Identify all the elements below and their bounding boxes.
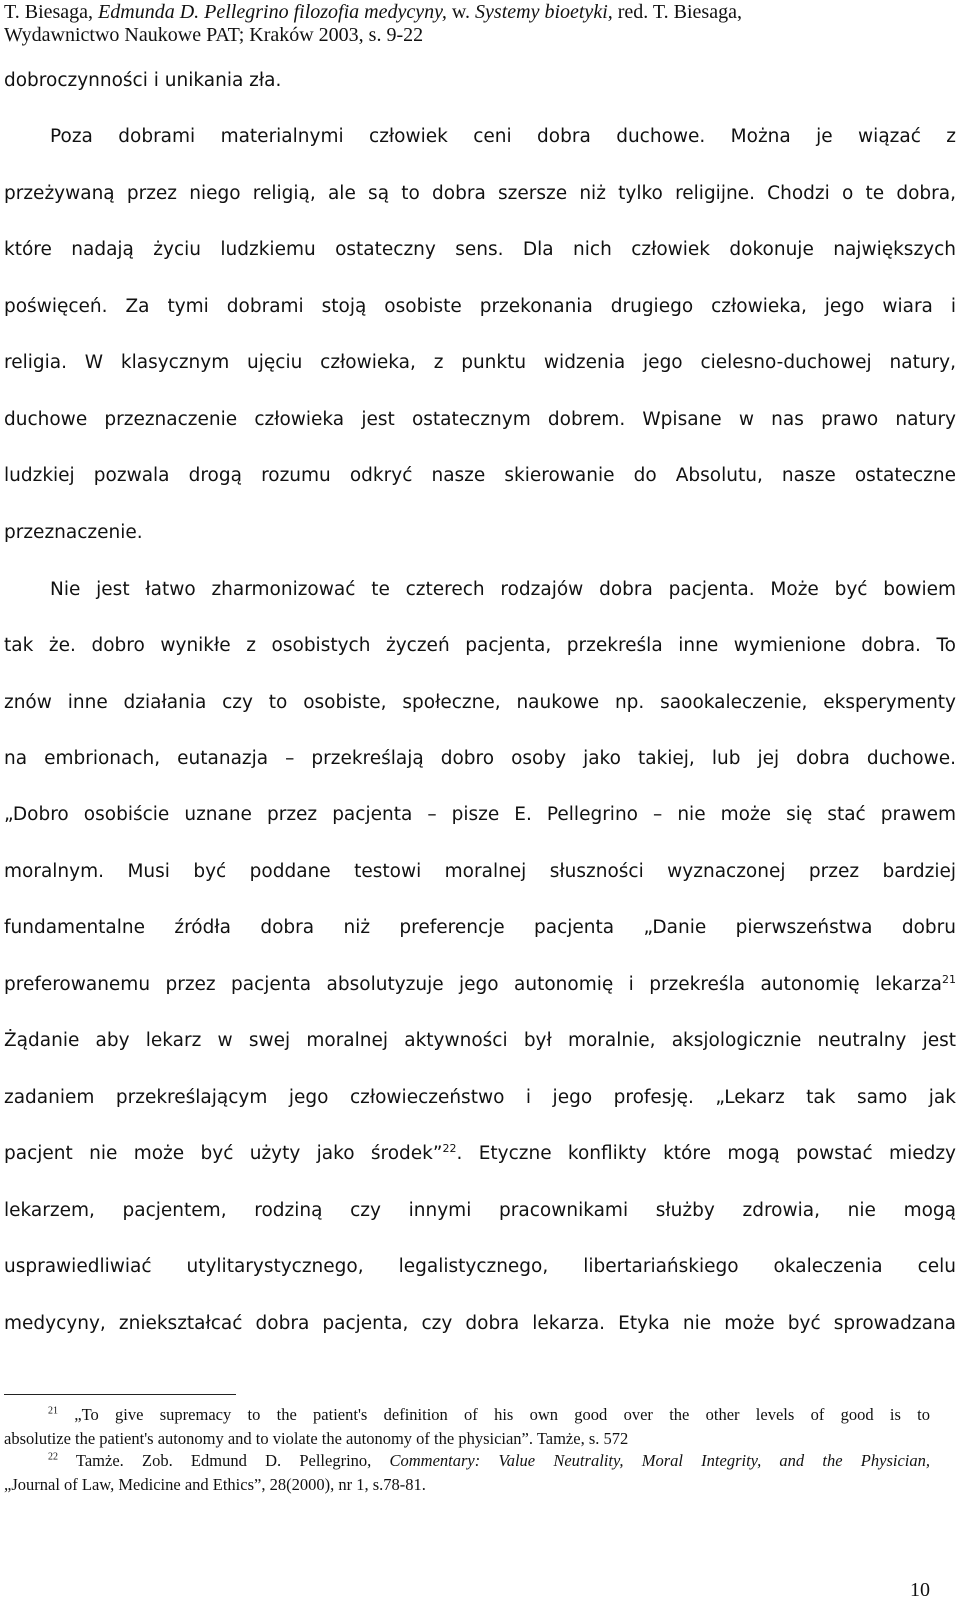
footnote-number-22: 22 (48, 1451, 58, 1463)
citation-header-line-2: Wydawnictwo Naukowe PAT; Kraków 2003, s. 9-22 (4, 24, 424, 46)
text-line: Nie jest łatwo zharmonizować te czterech rodzajów dobra pacjenta. Może być bowiem (50, 579, 956, 600)
text-line: zadaniem przekreślającym jego człowieczeństwo i jego profesję. „Lekarz tak samo jak (4, 1087, 956, 1108)
text-span: . Etyczne konflikty które mogą powstać miedzy (456, 1143, 956, 1164)
text-line: tak że. dobro wynikłe z osobistych życzeń pacjenta, przekreśla inne wymienione dobra. To (4, 635, 956, 656)
citation-in: w. (446, 1, 476, 23)
text-span: pacjent nie może być użyty jako środek” (4, 1143, 443, 1164)
footnote-number-21: 21 (48, 1405, 58, 1417)
text-line: Żądanie aby lekarz w swej moralnej aktywności był moralnie, aksjologicznie neutralny jest (4, 1030, 956, 1051)
citation-title: Edmunda D. Pellegrino filozofia medycyny, (98, 1, 447, 23)
text-line: które nadają życiu ludzkiemu ostateczny sens. Dla nich człowiek dokonuje największych (4, 239, 956, 260)
citation-book: Systemy bioetyki, (475, 1, 613, 23)
footnote-text: „To give supremacy to the patient's definition of his own good over the other levels of good is to (58, 1405, 930, 1424)
footnote-italic-title: Commentary: Value Neutrality, Moral Integrity, and the Physician, (389, 1451, 930, 1470)
text-line: Poza dobrami materialnymi człowiek ceni dobra duchowe. Można je wiązać z (50, 126, 956, 147)
footnote-21-line-2: absolutize the patient's autonomy and to violate the autonomy of the physician”. Tamże, s. 572 (4, 1429, 629, 1448)
text-line: religia. W klasycznym ujęciu człowieka, z punktu widzenia jego cielesno-duchowej natury, (4, 352, 956, 373)
citation-author: T. Biesaga, (4, 1, 99, 23)
text-line: przeznaczenie. (4, 522, 143, 543)
page-number: 10 (910, 1579, 930, 1601)
text-line: usprawiedliwiać utylitarystycznego, legalistycznego, libertariańskiego okaleczenia celu (4, 1256, 956, 1277)
text-line: medycyny, zniekształcać dobra pacjenta, czy dobra lekarza. Etyka nie może być sprowadzana (4, 1313, 956, 1334)
footnote-ref-22: 22 (442, 1141, 457, 1155)
footnote-text: Tamże. Zob. Edmund D. Pellegrino, (58, 1451, 390, 1470)
text-line (4, 972, 956, 998)
footnote-ref-21: 21 (942, 972, 956, 986)
text-line: duchowe przeznaczenie człowieka jest ostatecznym dobrem. Wpisane w nas prawo natury (4, 409, 956, 430)
text-line: lekarzem, pacjentem, rodziną czy innymi pracownikami służby zdrowia, nie mogą (4, 1200, 956, 1221)
text-span: preferowanemu przez pacjenta absolutyzuje jego autonomię i przekreśla autonomię lekarza (4, 974, 942, 995)
text-line: moralnym. Musi być poddane testowi moralnej słuszności wyznaczonej przez bardziej (4, 861, 956, 882)
citation-header-line-1 (4, 0, 742, 24)
text-line: znów inne działania czy to osobiste, społeczne, naukowe np. saookaleczenie, eksperymenty (4, 692, 956, 713)
text-line: „Dobro osobiście uznane przez pacjenta – pisze E. Pellegrino – nie może się stać prawem (4, 804, 956, 825)
text-line: przeżywaną przez niego religią, ale są to dobra szersze niż tylko religijne. Chodzi o te dobra, (4, 183, 956, 204)
text-line: poświęceń. Za tymi dobrami stoją osobiste przekonania drugiego człowieka, jego wiara i (4, 296, 956, 317)
citation-editor: red. T. Biesaga, (612, 1, 742, 23)
footnote-21-line-1 (4, 1405, 930, 1425)
footnote-22-line-1 (4, 1451, 930, 1471)
text-line: na embrionach, eutanazja – przekreślają dobro osoby jako takiej, lub jej dobra duchowe. (4, 748, 956, 769)
text-line (4, 1141, 956, 1167)
text-line: fundamentalne źródła dobra niż preferencje pacjenta „Danie pierwszeństwa dobru (4, 917, 956, 938)
footnote-separator (4, 1394, 236, 1395)
footnote-22-line-2: „Journal of Law, Medicine and Ethics”, 28(2000), nr 1, s.78-81. (4, 1475, 426, 1494)
text-line: ludzkiej pozwala drogą rozumu odkryć nasze skierowanie do Absolutu, nasze ostateczne (4, 465, 956, 486)
text-line: dobroczynności i unikania zła. (4, 70, 282, 91)
